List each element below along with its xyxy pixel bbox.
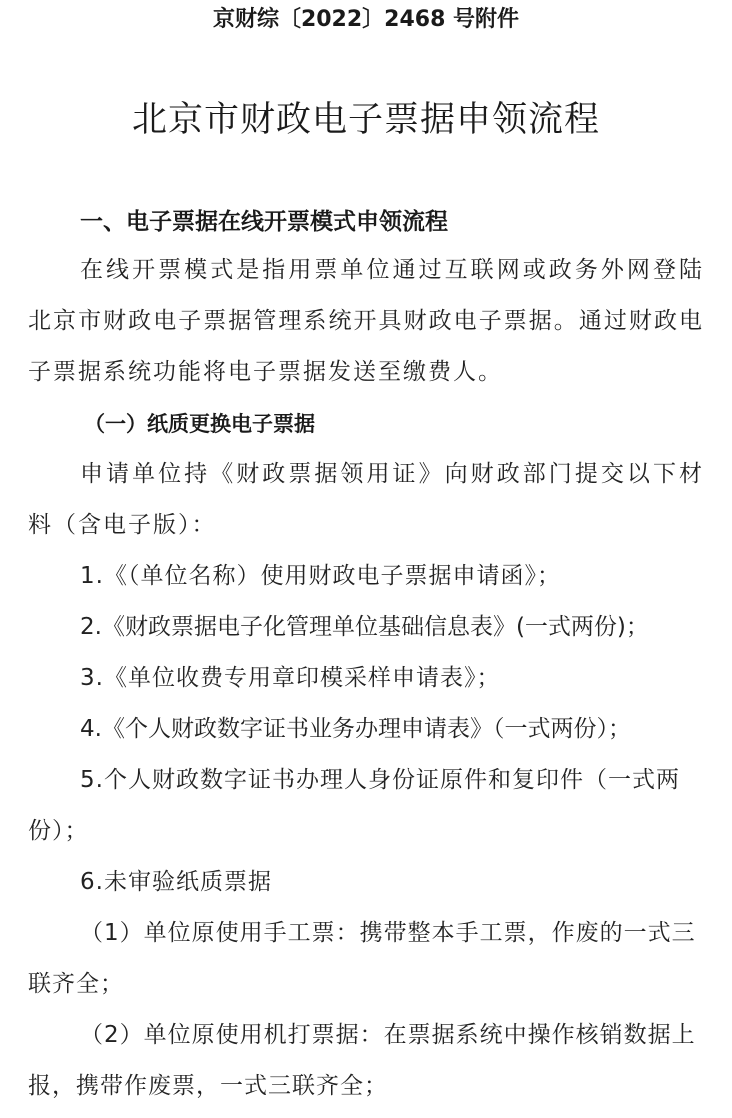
subsection-1-heading: （一）纸质更换电子票据 (84, 412, 315, 436)
list-item-6: 6.未审验纸质票据 (80, 869, 272, 895)
list-item-3: 3.《单位收费专用章印模采样申请表》； (80, 665, 501, 691)
list-item-1: 1.《（单位名称）使用财政电子票据申请函》； (80, 563, 561, 589)
subsection-1-intro: 申请单位持《财政票据领用证》向财政部门提交以下材料（含电子版）： (28, 461, 704, 538)
list-item-6-sub-1: （1）单位原使用手工票：携带整本手工票，作废的一式三联齐全； (28, 920, 696, 997)
list-item-5: 5.个人财政数字证书办理人身份证原件和复印件（一式两份）； (28, 767, 680, 844)
list-item-6-sub-2: （2）单位原使用机打票据：在票据系统中操作核销数据上报，携带作废票，一式三联齐全； (28, 1022, 696, 1099)
list-item-4: 4.《个人财政数字证书业务办理申请表》（一式两份）； (80, 716, 631, 742)
section-1-heading: 一、电子票据在线开票模式申领流程 (80, 209, 448, 235)
document-title: 北京市财政电子票据申领流程 (131, 100, 600, 140)
section-1-paragraph: 在线开票模式是指用票单位通过互联网或政务外网登陆北京市财政电子票据管理系统开具财政电子票据。通过财政电子票据系统功能将电子票据发送至缴费人。 (28, 257, 704, 385)
document-reference-header: 京财综〔2022〕2468 号附件 (212, 7, 520, 32)
list-item-2: 2.《财政票据电子化管理单位基础信息表》(一式两份)； (80, 614, 649, 640)
